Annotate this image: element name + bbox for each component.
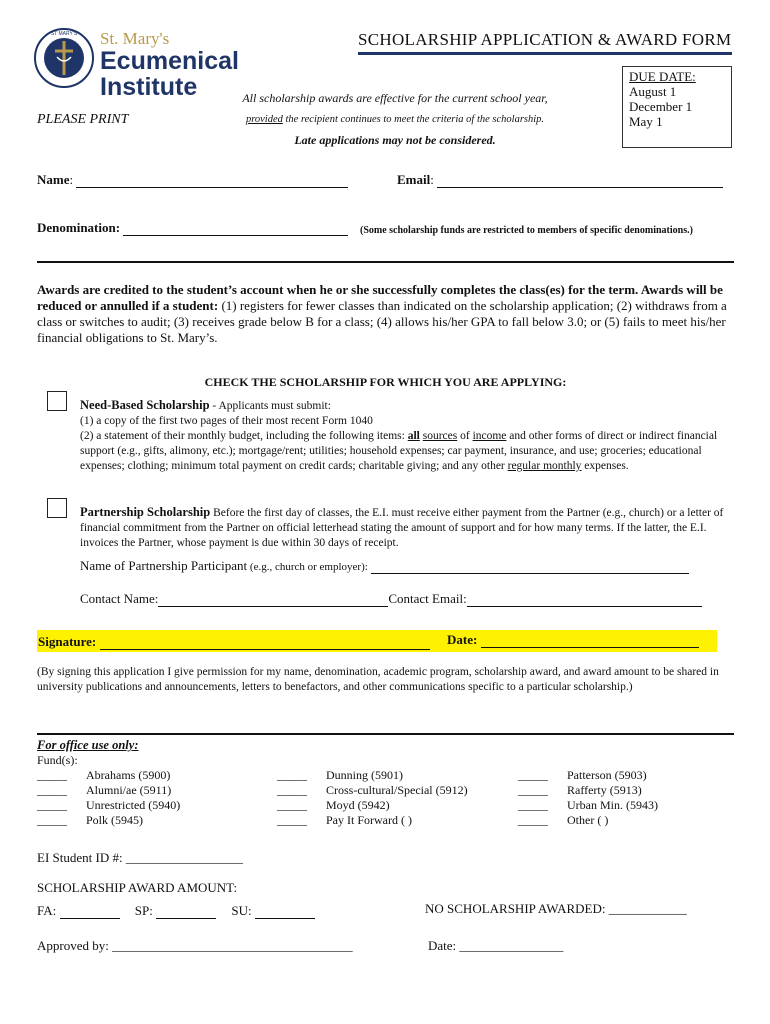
partner-name-row: [80, 558, 689, 574]
approved-date-row: [428, 938, 563, 954]
awards-rest: (1) registers for fewer classes than indicated on the scholarship application; (2) withdraws from a class or switches to audit; (3) receives grade below B for a class; (4) allows his/her GPA to fall below 3.0; or (5) fails to meet his/her financial obligations to St. Mary’s.: [37, 298, 727, 345]
seal-logo: [33, 27, 95, 89]
office-heading: For office use only:: [37, 738, 139, 752]
partner-name-hint: (e.g., church or employer):: [247, 561, 368, 573]
need-based-block: [80, 398, 730, 474]
notice-line2: [200, 109, 590, 130]
logo-line1: St. Mary's: [100, 29, 170, 48]
approved-date-field[interactable]: ________________: [459, 938, 564, 953]
partnership-block: [80, 505, 730, 551]
funds-col1: _____ Abrahams (5900) _____ Alumni/ae (5911) _____ Unrestricted (5940) _____ Polk (5945): [37, 768, 181, 827]
need-item1: (1) a copy of the first two pages of their most recent Form 1040: [80, 415, 373, 427]
due-date-box: [622, 66, 732, 148]
logo-line2: Ecumenical: [100, 47, 239, 75]
denomination-field[interactable]: [123, 234, 348, 236]
su-field[interactable]: [255, 917, 315, 919]
no-award-field[interactable]: ____________: [608, 901, 687, 916]
awards-bold: Awards are credited to the student’s account when he or she successfully completes the class(es) for the term. Awards will be reduced or annulled if a student:: [37, 282, 723, 313]
due-date-3: May 1: [629, 114, 663, 129]
name-label: Name: [37, 172, 70, 187]
award-amount-row: FA: SP: SU:: [37, 903, 315, 919]
office-divider: [37, 733, 734, 735]
sp-field[interactable]: [156, 917, 216, 919]
approved-label: Approved by:: [37, 938, 109, 953]
partner-title: Partnership Scholarship: [80, 505, 211, 519]
signature-row: [38, 634, 430, 650]
funds-col3: _____ Patterson (5903) _____ Rafferty (5913) _____ Urban Min. (5943) _____ Other ( ): [518, 768, 658, 827]
no-award-row: [425, 901, 687, 917]
funds-label: Fund(s):: [37, 753, 78, 767]
due-date-2: December 1: [629, 99, 693, 114]
title-rule: [358, 52, 732, 55]
signature-date-field[interactable]: [481, 646, 699, 648]
denomination-row: [37, 220, 348, 236]
denomination-label: Denomination:: [37, 220, 121, 235]
due-date-1: August 1: [629, 84, 677, 99]
notice-line2-rest: the recipient continues to meet the criteria of the scholarship.: [282, 114, 545, 125]
contact-row: [80, 591, 702, 607]
due-date-heading: DUE DATE:: [629, 69, 696, 84]
fa-field[interactable]: [60, 917, 120, 919]
student-id-row: [37, 850, 243, 866]
signature-date-label: Date:: [447, 632, 478, 647]
approved-row: [37, 938, 353, 954]
partner-text: Before the first day of classes, the E.I. must receive either payment from the Partner (e.g., church) or a letter of financial commitment from the Partner on official letterhead stating the amount of support and for how many terms. If the latter, the E.I. invoices the Partner, whose payment is due within 30 days of receipt.: [80, 507, 724, 549]
svg-text:ST MARY'S: ST MARY'S: [50, 31, 78, 37]
award-amount-label: SCHOLARSHIP AWARD AMOUNT:: [37, 880, 238, 895]
approved-field[interactable]: _____________________________________: [112, 938, 353, 953]
no-award-label: NO SCHOLARSHIP AWARDED:: [425, 901, 606, 916]
section-divider: [37, 261, 734, 263]
signature-label: Signature:: [38, 634, 97, 649]
email-label: Email: [397, 172, 431, 187]
notice: [200, 88, 590, 151]
name-field[interactable]: [76, 186, 348, 188]
partner-name-label: Name of Partnership Participant: [80, 558, 248, 573]
signature-date-row: [447, 632, 699, 648]
awards-paragraph: [37, 282, 734, 346]
please-print: PLEASE PRINT: [37, 112, 129, 127]
name-row: Name:: [37, 172, 348, 188]
email-row: Email:: [397, 172, 723, 188]
logo-line3: Institute: [100, 73, 198, 101]
consent-text: (By signing this application I give permission for my name, denomination, academic program, scholarship award, and award amount to be shared in university publications and announcements, letters to benefactors, and other communications specific to a particular scholarship.): [37, 666, 719, 693]
contact-email-label: Contact Email:: [388, 591, 467, 606]
form-title: SCHOLARSHIP APPLICATION & AWARD FORM: [358, 30, 732, 49]
notice-provided: provided: [245, 114, 283, 125]
student-id-field[interactable]: __________________: [125, 850, 243, 865]
partner-name-field[interactable]: [371, 572, 689, 574]
signature-field[interactable]: [100, 648, 430, 650]
need-based-checkbox[interactable]: [47, 391, 67, 411]
notice-line1: All scholarship awards are effective for the current school year,: [242, 91, 548, 105]
need-intro: - Applicants must submit:: [209, 400, 331, 412]
scholarship-heading: CHECK THE SCHOLARSHIP FOR WHICH YOU ARE APPLYING:: [204, 375, 567, 389]
contact-email-field[interactable]: [467, 605, 702, 607]
contact-name-label: Contact Name:: [80, 591, 159, 606]
need-item2: (2) a statement of their monthly budget, including the following items: all sources of income and other forms of direct or indirect financial support (e.g., gifts, alimony, etc.); mortgage/rent; utilities; household expenses; car payment, insurance, and use; groceries; educational expenses; clothing; minimum total payment on credit cards; charitable giving; and any other regular monthly expenses.: [80, 430, 718, 472]
email-field[interactable]: [437, 186, 723, 188]
funds-col2: _____ Dunning (5901) _____ Cross-cultural/Special (5912) _____ Moyd (5942) _____ Pay It Forward ( ): [277, 768, 468, 827]
contact-name-field[interactable]: [158, 605, 388, 607]
partnership-checkbox[interactable]: [47, 498, 67, 518]
student-id-label: EI Student ID #:: [37, 850, 123, 865]
denomination-note: (Some scholarship funds are restricted to members of specific denominations.): [360, 225, 693, 236]
notice-line3: Late applications may not be considered.: [294, 133, 496, 147]
approved-date-label: Date:: [428, 938, 457, 953]
need-title: Need-Based Scholarship: [80, 398, 210, 412]
